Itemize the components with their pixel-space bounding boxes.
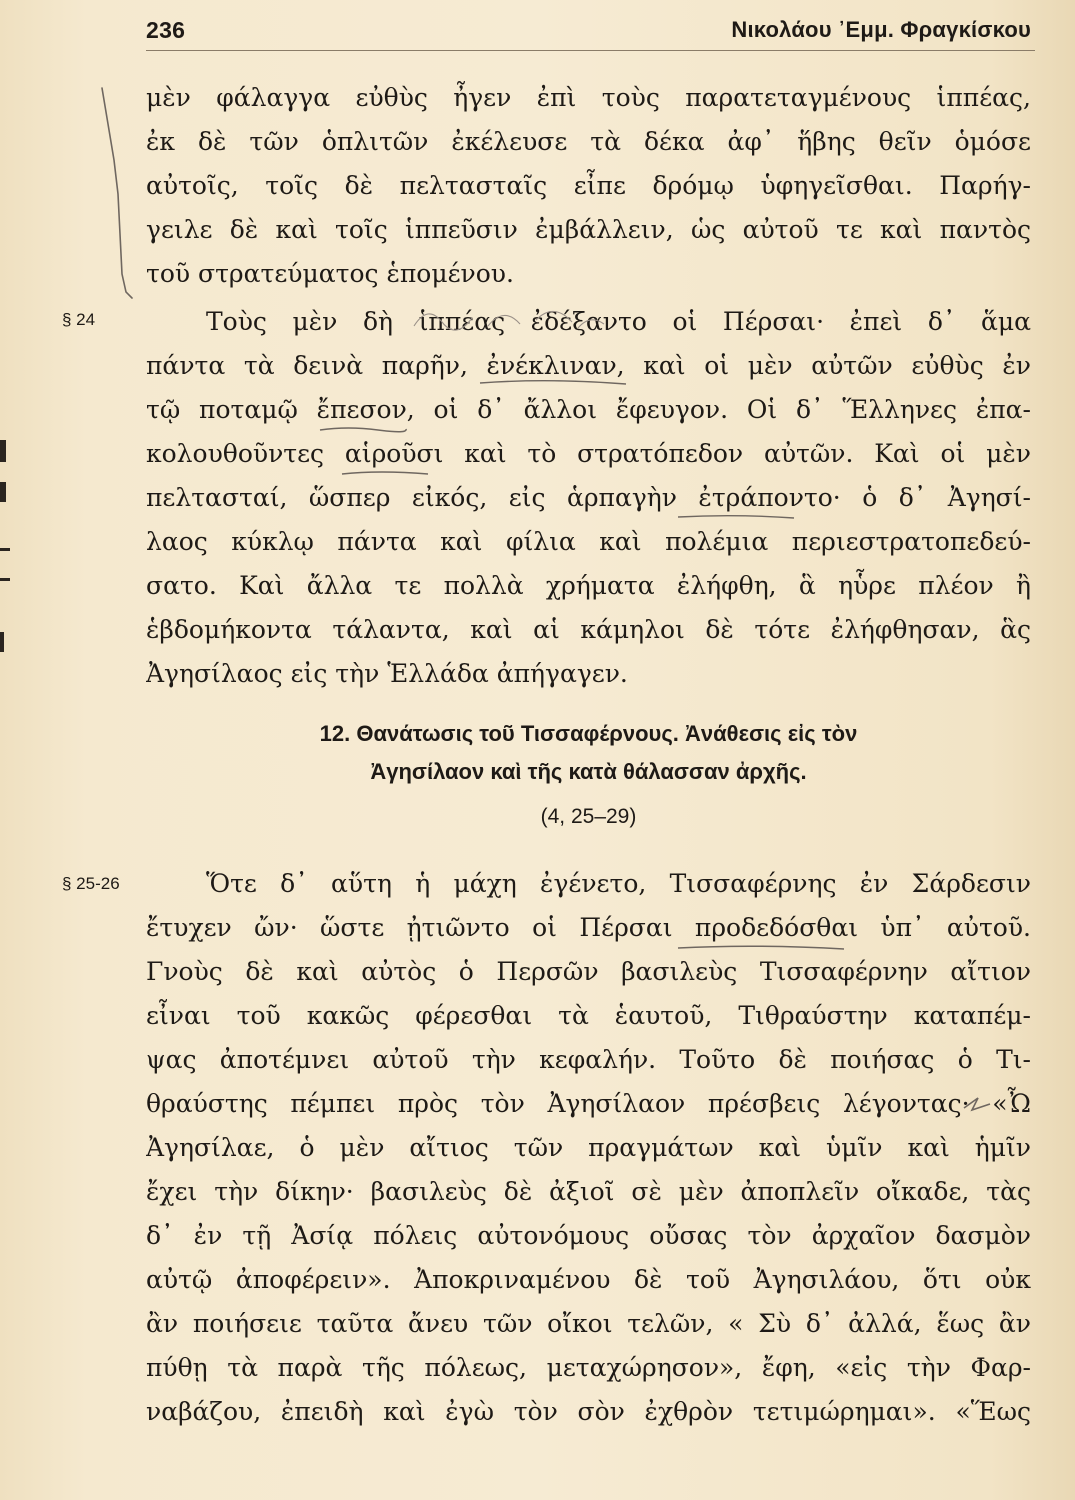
paragraph-3-line: ψας ἀποτέμνει αὐτοῦ τὴν κεφαλήν. Τοῦτο δὲ ποιήσας ὁ Τι- [146, 1045, 1031, 1074]
paragraph-1-line: τοῦ στρατεύματος ἑπομένου. [146, 259, 514, 288]
paragraph-3-line: εἶναι τοῦ κακῶς φέρεσθαι τὰ ἑαυτοῦ, Τιθραύστην καταπέμ- [146, 1001, 1031, 1030]
paragraph-2-line: κολουθοῦντες αἱροῦσι καὶ τὸ στρατόπεδον αὐτῶν. Καὶ οἱ μὲν [146, 439, 1031, 468]
paragraph-3-line: αὐτῷ ἀποφέρειν». Ἀποκριναμένου δὲ τοῦ Ἀγησιλάου, ὅτι οὐκ [146, 1265, 1031, 1294]
paragraph-3-line: ναβάζου, ἐπειδὴ καὶ ἐγὼ τὸν σὸν ἐχθρὸν τετιμώρημαι». «Ἕως [146, 1397, 1031, 1426]
paragraph-2-line: Ἀγησίλαος εἰς τὴν Ἑλλάδα ἀπήγαγεν. [146, 659, 628, 688]
paragraph-3-line: ἂν ποιήσειε ταῦτα ἄνευ τῶν οἴκοι τελῶν, « Σὺ δ᾿ ἀλλά, ἕως ἂν [146, 1309, 1031, 1338]
paragraph-2-line: σατο. Καὶ ἄλλα τε πολλὰ χρήματα ἐλήφθη, ἃ ηὗρε πλέον ἢ [146, 571, 1031, 600]
section-heading-line-2: Ἀγησίλαον καὶ τῆς κατὰ θάλασσαν ἀρχῆς. [370, 759, 807, 784]
paragraph-2-line: πελτασταί, ὥσπερ εἰκός, εἰς ἁρπαγὴν ἐτράποντο· ὁ δ᾿ Ἀγησί- [146, 483, 1031, 512]
edge-mark [0, 548, 10, 551]
edge-mark [0, 578, 10, 581]
paragraph-3-line: πύθῃ τὰ παρὰ τῆς πόλεως, μεταχώρησον», ἔφη, «εἰς τὴν Φαρ- [146, 1353, 1031, 1382]
paragraph-3-line: Ἀγησίλαε, ὁ μὲν αἴτιος τῶν πραγμάτων καὶ ὑμῖν καὶ ἡμῖν [146, 1133, 1031, 1162]
pencil-margin-bracket [96, 84, 136, 304]
paragraph-3-line: δ᾿ ἐν τῇ Ἀσίᾳ πόλεις αὐτονόμους οὔσας τὸν ἀρχαῖον δασμὸν [146, 1221, 1031, 1250]
header-rule [146, 50, 1035, 51]
page-number: 236 [146, 17, 186, 43]
paragraph-3-line: ἔχει τὴν δίκην· βασιλεὺς δὲ ἀξιοῖ σὲ μὲν ἀποπλεῖν οἴκαδε, τὰς [146, 1177, 1031, 1206]
edge-mark [0, 482, 6, 502]
paragraph-1-line: αὐτοῖς, τοῖς δὲ πελτασταῖς εἶπε δρόμῳ ὑφηγεῖσθαι. Παρήγ- [146, 171, 1031, 200]
paragraph-2-line: τῷ ποταμῷ ἔπεσον, οἱ δ᾿ ἄλλοι ἔφευγον. Οἱ δ᾿ Ἕλληνες ἐπα- [146, 395, 1031, 424]
paragraph-1-line: μὲν φάλαγγα εὐθὺς ἦγεν ἐπὶ τοὺς παρατεταγμένους ἱππέας, [146, 83, 1031, 112]
section-marker-25-26: § 25-26 [62, 874, 120, 893]
running-head: Νικολάου ᾿Εμμ. Φραγκίσκου [731, 17, 1031, 42]
edge-mark [0, 632, 4, 652]
section-heading-line-1: 12. Θανάτωσις τοῦ Τισσαφέρνους. Ἀνάθεσις εἰς τὸν [319, 721, 858, 746]
paragraph-3-line: ἔτυχεν ὤν· ὥστε ᾐτιῶντο οἱ Πέρσαι προδεδόσθαι ὑπ᾿ αὐτοῦ. [146, 913, 1031, 942]
paragraph-2-line: πάντα τὰ δεινὰ παρῆν, ἐνέκλιναν, καὶ οἱ μὲν αὐτῶν εὐθὺς ἐν [146, 351, 1031, 380]
section-marker-24: § 24 [62, 310, 96, 329]
section-reference: (4, 25–29) [540, 805, 637, 828]
paragraph-3-line: Γνοὺς δὲ καὶ αὐτὸς ὁ Περσῶν βασιλεὺς Τισσαφέρνην αἴτιον [146, 957, 1031, 986]
paragraph-1-line: γειλε δὲ καὶ τοῖς ἱππεῦσιν ἐμβάλλειν, ὡς αὐτοῦ τε καὶ παντὸς [146, 215, 1031, 244]
edge-mark [0, 440, 6, 462]
paragraph-3-line: Ὅτε δ᾿ αὕτη ἡ μάχη ἐγένετο, Τισσαφέρνης ἐν Σάρδεσιν [206, 869, 1031, 898]
paragraph-2-line: Τοὺς μὲν δὴ ἱππέας ἐδέξαντο οἱ Πέρσαι· ἐπεὶ δ᾿ ἅμα [206, 307, 1031, 336]
paragraph-3-line: θραύστης πέμπει πρὸς τὸν Ἀγησίλαον πρέσβεις λέγοντας· «Ὦ [146, 1089, 1031, 1118]
paragraph-2-line: λαος κύκλῳ πάντα καὶ φίλια καὶ πολέμια περιεστρατοπεδεύ- [146, 527, 1031, 556]
paragraph-2-line: ἑβδομήκοντα τάλαντα, καὶ αἱ κάμηλοι δὲ τότε ἐλήφθησαν, ἃς [146, 615, 1031, 644]
paragraph-1-line: ἐκ δὲ τῶν ὁπλιτῶν ἐκέλευσε τὰ δέκα ἀφ᾿ ἥβης θεῖν ὁμόσε [146, 127, 1031, 156]
